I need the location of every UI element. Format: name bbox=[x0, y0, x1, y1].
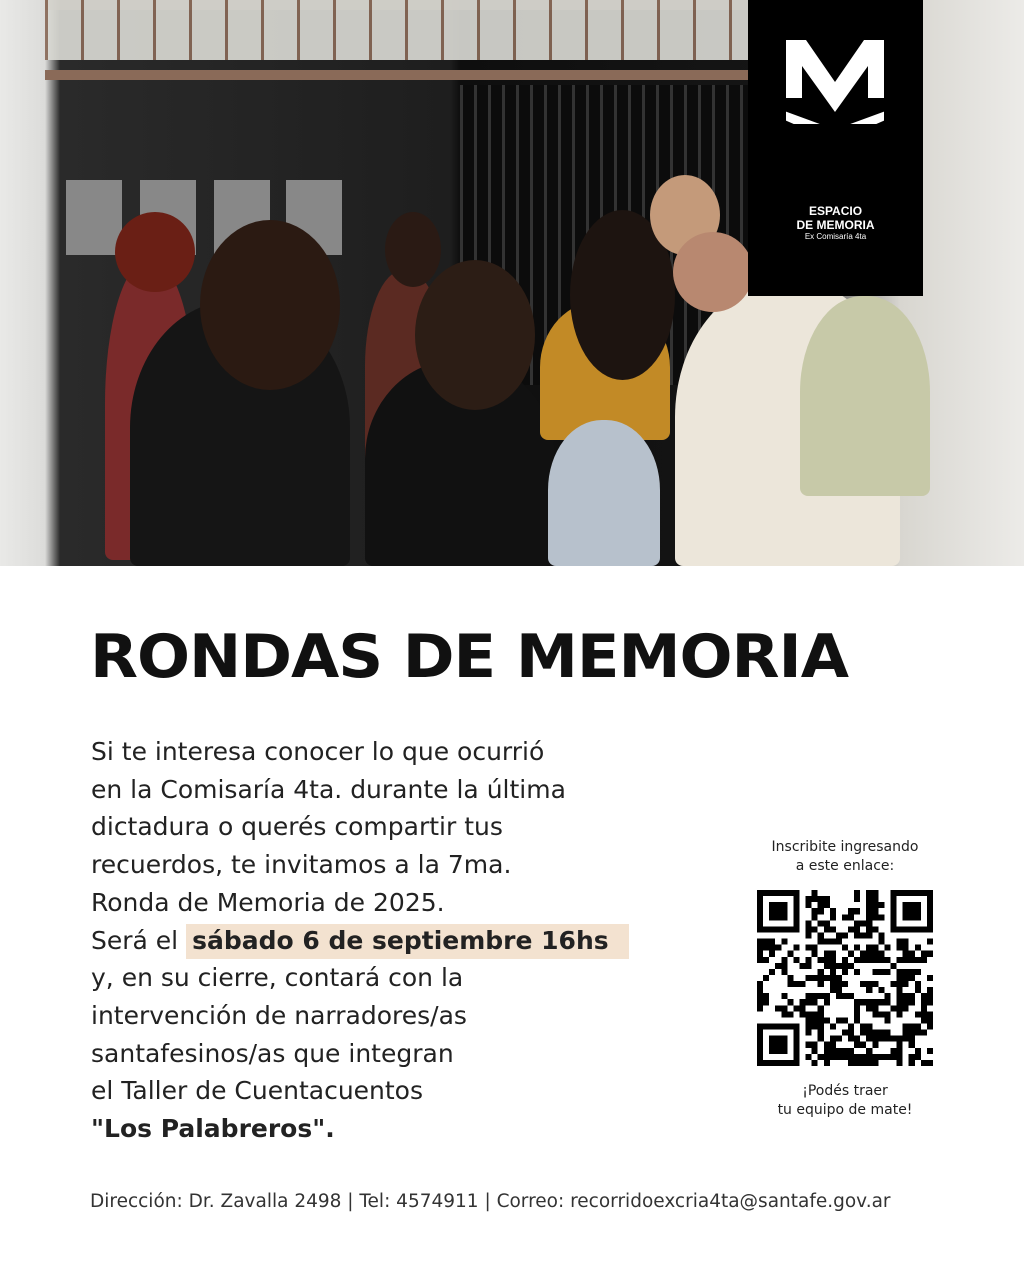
body-line: el Taller de Cuentacuentos bbox=[91, 1076, 424, 1106]
body-line: recuerdos, te invitamos a la 7ma. bbox=[91, 850, 512, 880]
body-line: santafesinos/as que integran bbox=[91, 1038, 454, 1068]
logo-line-2: DE MEMORIA bbox=[796, 218, 875, 232]
qr-code[interactable] bbox=[757, 890, 933, 1066]
body-line: y, en su cierre, contará con la bbox=[91, 963, 464, 993]
qr-caption-top-2: a este enlace: bbox=[795, 858, 895, 874]
logo-line-3: Ex Comisaría 4ta bbox=[804, 232, 867, 241]
contact-footer: Dirección: Dr. Zavalla 2498 | Tel: 4574911 | Correo: recorridoexcria4ta@santafe.gov.ar bbox=[90, 1191, 891, 1212]
page-title: RONDAS DE MEMORIA bbox=[90, 622, 848, 692]
m-logo-icon bbox=[786, 40, 884, 124]
body-line: en la Comisaría 4ta. durante la última bbox=[91, 774, 566, 804]
qr-caption-bottom-2: tu equipo de mate! bbox=[777, 1102, 913, 1118]
registration-qr-section bbox=[740, 838, 950, 1120]
body-line: Si te interesa conocer lo que ocurrió bbox=[91, 737, 545, 766]
body-line: intervención de narradores/as bbox=[91, 1000, 467, 1030]
qr-modules bbox=[757, 890, 933, 1066]
qr-caption-top-1: Inscribite ingresando bbox=[771, 839, 919, 855]
event-description bbox=[91, 733, 629, 1148]
body-line: Ronda de Memoria de 2025. bbox=[91, 887, 445, 917]
date-prefix: Será el bbox=[91, 925, 187, 955]
logo-line-1: ESPACIO bbox=[808, 204, 863, 218]
qr-caption-bottom-1: ¡Podés traer bbox=[802, 1083, 888, 1099]
event-date-highlight: sábado 6 de septiembre 16hs bbox=[186, 924, 629, 959]
espacio-de-memoria-logo bbox=[748, 0, 923, 296]
body-line: dictadura o querés compartir tus bbox=[91, 812, 503, 842]
workshop-name: "Los Palabreros". bbox=[91, 1114, 335, 1144]
